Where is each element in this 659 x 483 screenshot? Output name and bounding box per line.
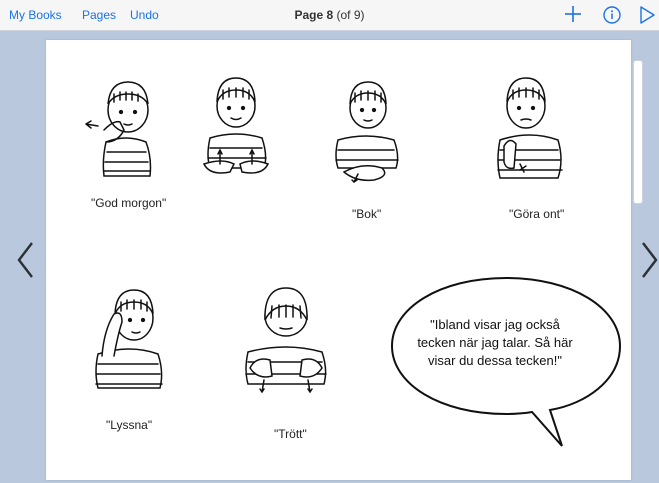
caption-trott: "Trött" xyxy=(274,427,307,441)
sign-figure-2 xyxy=(196,68,278,184)
sign-figure-trott xyxy=(236,280,336,400)
pages-button[interactable]: Pages xyxy=(82,8,117,22)
speech-line-3: visar du dessa tecken!" xyxy=(428,353,562,368)
top-toolbar xyxy=(0,0,659,31)
caption-lyssna: "Lyssna" xyxy=(106,418,153,432)
speech-line-2: tecken när jag talar. Så här xyxy=(417,335,573,350)
book-page xyxy=(46,40,631,480)
speech-bubble-text xyxy=(400,316,590,370)
chevron-right-icon[interactable] xyxy=(640,240,659,280)
sign-figure-lyssna xyxy=(90,278,176,394)
scrollbar-thumb[interactable] xyxy=(633,60,643,204)
sign-figure-god-morgon xyxy=(84,68,164,178)
caption-god-morgon: "God morgon" xyxy=(91,196,167,210)
undo-button[interactable]: Undo xyxy=(130,8,159,22)
page-count: (of 9) xyxy=(336,8,365,22)
sign-figure-bok xyxy=(324,76,414,186)
chevron-left-icon[interactable] xyxy=(14,240,38,280)
info-icon[interactable] xyxy=(601,3,623,25)
my-books-button[interactable]: My Books xyxy=(9,8,62,22)
page-number: Page 8 xyxy=(294,8,334,22)
caption-gora-ont: "Göra ont" xyxy=(509,207,565,221)
page-indicator xyxy=(0,8,659,22)
caption-bok: "Bok" xyxy=(352,207,382,221)
speech-line-1: "Ibland visar jag också xyxy=(430,317,560,332)
plus-icon[interactable] xyxy=(562,3,584,25)
play-icon[interactable] xyxy=(637,3,657,25)
sign-figure-gora-ont xyxy=(486,66,576,190)
